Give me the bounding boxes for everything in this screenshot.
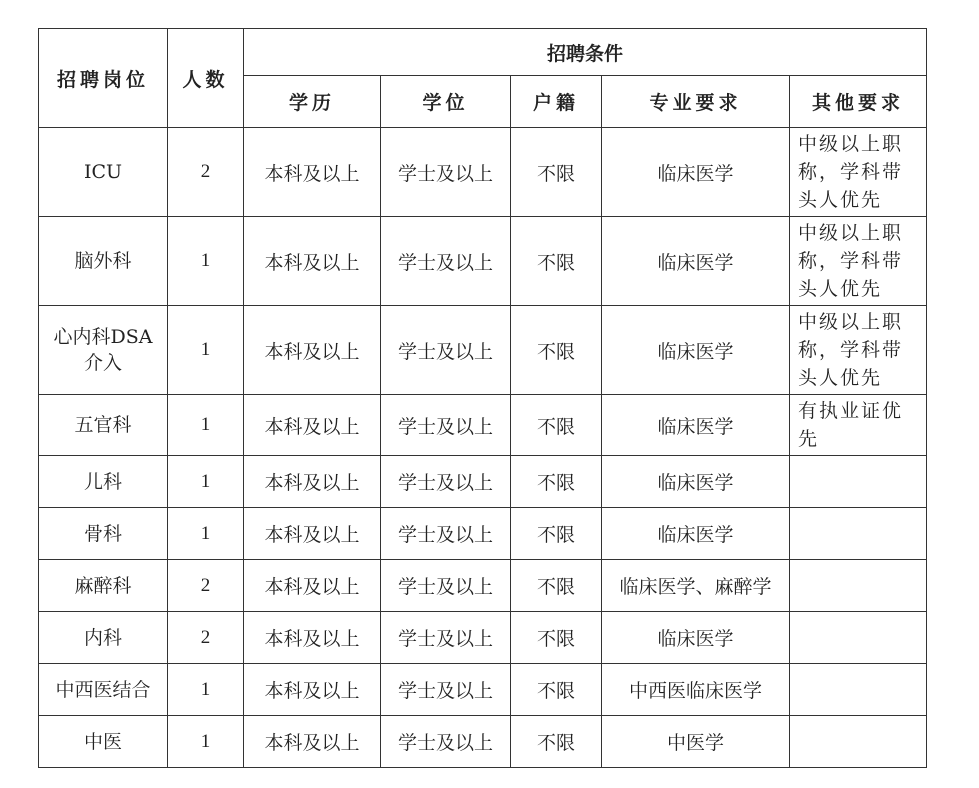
residence-cell: 不限 [511,456,602,508]
education-cell: 本科及以上 [244,716,381,768]
count-cell: 2 [168,612,244,664]
major-cell: 临床医学 [602,508,790,560]
degree-cell: 学士及以上 [381,560,511,612]
table-row [39,612,927,664]
degree-cell: 学士及以上 [381,716,511,768]
other-cell: 有执业证优先 [790,395,927,456]
count-cell: 1 [168,716,244,768]
other-cell: 中级以上职称，学科带头人优先 [790,217,927,306]
education-cell: 本科及以上 [244,456,381,508]
header-education: 学历 [244,76,381,128]
position-cell: 五官科 [39,395,168,456]
position-cell: 骨科 [39,508,168,560]
major-cell: 临床医学 [602,612,790,664]
residence-cell: 不限 [511,217,602,306]
count-cell: 1 [168,306,244,395]
header-residence: 户籍 [511,76,602,128]
major-cell: 临床医学 [602,456,790,508]
other-cell [790,560,927,612]
major-cell: 临床医学、麻醉学 [602,560,790,612]
table-row [39,395,927,456]
other-cell [790,716,927,768]
position-cell: 麻醉科 [39,560,168,612]
count-cell: 2 [168,560,244,612]
header-count: 人数 [168,29,244,128]
degree-cell: 学士及以上 [381,395,511,456]
education-cell: 本科及以上 [244,560,381,612]
position-cell: ICU [39,128,168,217]
degree-cell: 学士及以上 [381,456,511,508]
residence-cell: 不限 [511,306,602,395]
residence-cell: 不限 [511,395,602,456]
degree-cell: 学士及以上 [381,306,511,395]
degree-cell: 学士及以上 [381,217,511,306]
residence-cell: 不限 [511,128,602,217]
count-cell: 2 [168,128,244,217]
major-cell: 临床医学 [602,128,790,217]
count-cell: 1 [168,217,244,306]
header-degree: 学位 [381,76,511,128]
count-cell: 1 [168,456,244,508]
table-row [39,716,927,768]
degree-cell: 学士及以上 [381,508,511,560]
education-cell: 本科及以上 [244,508,381,560]
degree-cell: 学士及以上 [381,612,511,664]
major-cell: 临床医学 [602,217,790,306]
position-cell: 中西医结合 [39,664,168,716]
table-row [39,217,927,306]
degree-cell: 学士及以上 [381,128,511,217]
other-cell: 中级以上职称，学科带头人优先 [790,306,927,395]
table-row [39,128,927,217]
education-cell: 本科及以上 [244,217,381,306]
education-cell: 本科及以上 [244,664,381,716]
other-cell [790,508,927,560]
other-cell [790,664,927,716]
residence-cell: 不限 [511,664,602,716]
table-row [39,508,927,560]
degree-cell: 学士及以上 [381,664,511,716]
table-row [39,456,927,508]
education-cell: 本科及以上 [244,395,381,456]
residence-cell: 不限 [511,508,602,560]
header-other: 其他要求 [790,76,927,128]
table-row [39,306,927,395]
residence-cell: 不限 [511,716,602,768]
recruitment-table-container [38,28,927,768]
major-cell: 临床医学 [602,306,790,395]
education-cell: 本科及以上 [244,306,381,395]
other-cell [790,612,927,664]
other-cell [790,456,927,508]
count-cell: 1 [168,508,244,560]
table-row [39,560,927,612]
position-cell: 心内科DSA介入 [39,306,168,395]
position-cell: 内科 [39,612,168,664]
education-cell: 本科及以上 [244,612,381,664]
position-cell: 中医 [39,716,168,768]
major-cell: 中西医临床医学 [602,664,790,716]
count-cell: 1 [168,395,244,456]
table-row [39,664,927,716]
residence-cell: 不限 [511,612,602,664]
position-cell: 儿科 [39,456,168,508]
education-cell: 本科及以上 [244,128,381,217]
recruitment-table [38,28,927,768]
position-cell: 脑外科 [39,217,168,306]
header-position: 招聘岗位 [39,29,168,128]
residence-cell: 不限 [511,560,602,612]
major-cell: 临床医学 [602,395,790,456]
header-major: 专业要求 [602,76,790,128]
count-cell: 1 [168,664,244,716]
major-cell: 中医学 [602,716,790,768]
header-conditions: 招聘条件 [244,29,927,76]
other-cell: 中级以上职称，学科带头人优先 [790,128,927,217]
